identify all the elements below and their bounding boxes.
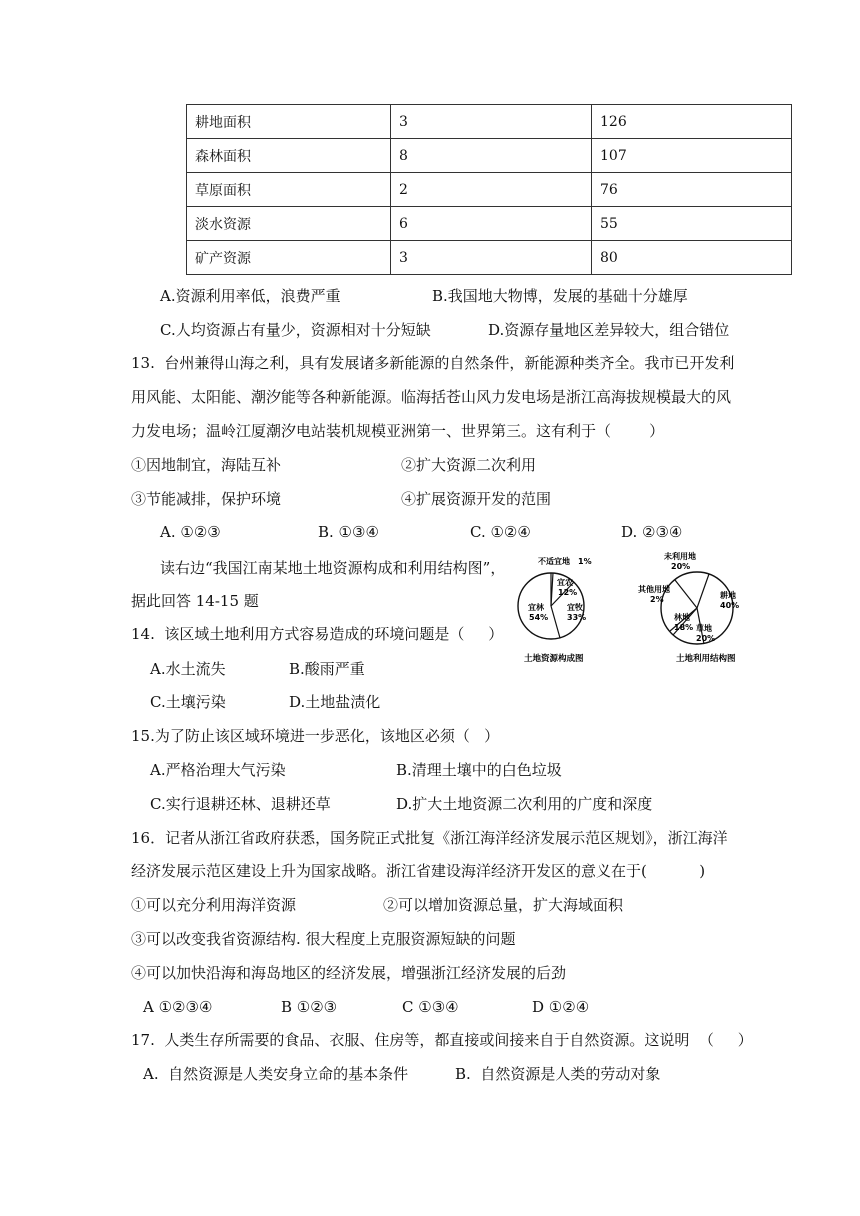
q13-statement-2: ②扩大资源二次利用 — [401, 456, 537, 474]
land-structure-figure — [510, 548, 760, 672]
left-slice-value: 54% — [529, 613, 549, 622]
q14-option-c: C.土壤污染 — [150, 693, 226, 711]
right-slice-label: 未利用地 — [664, 552, 696, 561]
right-slice-value: 20% — [696, 634, 716, 643]
q15-option-d: D.扩大土地资源二次利用的广度和深度 — [396, 795, 653, 813]
table-row — [187, 139, 792, 173]
q13-stem-line: 力发电场；温岭江厦潮汐电站装机规模亚洲第一、世界第三。这有利于（ ） — [131, 422, 665, 440]
right-pie-caption: 土地利用结构图 — [676, 654, 736, 664]
q16-statement-2: ②可以增加资源总量，扩大海域面积 — [383, 896, 624, 914]
q16-statement-3: ③可以改变我省资源结构. 很大程度上克服资源短缺的问题 — [131, 930, 516, 948]
q15-option-a: A.严格治理大气污染 — [150, 761, 286, 779]
table-cell: 淡水资源 — [187, 207, 391, 241]
table-cell: 3 — [391, 105, 592, 139]
q16-statement-1: ①可以充分利用海洋资源 — [131, 896, 297, 914]
table-row — [187, 207, 792, 241]
table-cell: 森林面积 — [187, 139, 391, 173]
left-slice-value: 33% — [567, 613, 587, 622]
table-cell: 55 — [592, 207, 792, 241]
table-cell: 80 — [592, 241, 792, 275]
right-pie-divider — [697, 574, 709, 608]
land-pie-charts — [510, 548, 760, 672]
q16-option-b: B ①②③ — [281, 998, 338, 1016]
resource-table — [186, 104, 792, 275]
left-slice-label: 宜牧 — [567, 603, 583, 612]
q12-option-d: D.资源存量地区差异较大，组合错位 — [488, 321, 730, 339]
left-slice-label: 宜林 — [528, 603, 544, 612]
q16-option-d: D ①②④ — [532, 998, 590, 1016]
right-slice-value: 40% — [720, 601, 740, 610]
q13-option-b: B. ①③④ — [318, 523, 379, 541]
table-cell: 2 — [391, 173, 592, 207]
q16-statement-4: ④可以加快沿海和海岛地区的经济发展，增强浙江经济发展的后劲 — [131, 964, 567, 982]
q15-option-c: C.实行退耕还林、退耕还草 — [150, 795, 331, 813]
table-cell: 草原面积 — [187, 173, 391, 207]
q12-option-b: B.我国地大物博，发展的基础十分雄厚 — [432, 287, 688, 305]
q16-stem-line: 经济发展示范区建设上升为国家战略。浙江省建设海洋经济开发区的意义在于( ) — [131, 862, 706, 880]
q15-stem: 15.为了防止该区域环境进一步恶化，该地区必须（ ） — [131, 727, 500, 745]
right-slice-label: 林地 — [674, 613, 690, 622]
q12-option-a: A.资源利用率低，浪费严重 — [160, 287, 341, 305]
right-slice-label: 其他用地 — [638, 585, 670, 594]
table-row — [187, 241, 792, 275]
q16-option-c: C ①③④ — [402, 998, 459, 1016]
q14-stem: 14. 该区域土地利用方式容易造成的环境问题是（ ） — [131, 625, 504, 643]
q13-option-c: C. ①②④ — [470, 523, 531, 541]
left-pie-caption: 土地资源构成图 — [524, 654, 584, 664]
q16-option-a: A ①②③④ — [143, 998, 213, 1016]
q14-option-a: A.水土流失 — [150, 660, 226, 678]
q12-option-c: C.人均资源占有量少，资源相对十分短缺 — [160, 321, 431, 339]
q13-option-a: A. ①②③ — [160, 523, 221, 541]
right-slice-value: 18% — [674, 623, 694, 632]
q16-stem-line: 16．记者从浙江省政府获悉，国务院正式批复《浙江海洋经济发展示范区规划》，浙江海洋 — [131, 829, 728, 847]
q17-stem: 17. 人类生存所需要的食品、衣服、住房等，都直接或间接来自于自然资源。这说明 （ ） — [131, 1031, 753, 1049]
table-cell: 126 — [592, 105, 792, 139]
left-slice-label: 宜农 — [557, 578, 573, 587]
right-slice-label: 草地 — [696, 624, 712, 633]
table-cell: 6 — [391, 207, 592, 241]
q15-option-b: B.清理土壤中的白色垃圾 — [396, 761, 562, 779]
left-slice-value: 1% — [578, 557, 592, 566]
q13-stem-line: 13. 台州兼得山海之利，具有发展诸多新能源的自然条件，新能源种类齐全。我市已开发利 — [131, 354, 735, 372]
left-pie-divider — [551, 606, 560, 638]
left-slice-value: 12% — [558, 588, 578, 597]
table-row — [187, 105, 792, 139]
q17-option-a: A. 自然资源是人类安身立命的基本条件 — [143, 1065, 409, 1083]
q14-option-d: D.土地盐渍化 — [289, 693, 381, 711]
q17-option-b: B. 自然资源是人类的劳动对象 — [455, 1065, 661, 1083]
right-slice-label: 耕地 — [720, 591, 736, 600]
q13-statement-1: ①因地制宜，海陆互补 — [131, 456, 282, 474]
right-slice-value: 20% — [671, 562, 691, 571]
q13-option-d: D. ②③④ — [621, 523, 683, 541]
q13-statement-3: ③节能减排，保护环境 — [131, 490, 282, 508]
table-cell: 76 — [592, 173, 792, 207]
reading-prompt: 读右边“我国江南某地土地资源构成和利用结构图”， — [160, 559, 506, 577]
table-cell: 3 — [391, 241, 592, 275]
table-cell: 107 — [592, 139, 792, 173]
table-cell: 矿产资源 — [187, 241, 391, 275]
left-slice-label: 不适宜地 — [538, 557, 570, 566]
q14-option-b: B.酸雨严重 — [289, 660, 365, 678]
right-slice-value: 2% — [650, 595, 664, 604]
table-row — [187, 173, 792, 207]
right-pie-divider — [675, 580, 697, 608]
q13-statement-4: ④扩展资源开发的范围 — [401, 490, 552, 508]
reading-prompt: 据此回答 14-15 题 — [131, 592, 259, 610]
table-cell: 耕地面积 — [187, 105, 391, 139]
table-cell: 8 — [391, 139, 592, 173]
q13-stem-line: 用风能、太阳能、潮汐能等各种新能源。临海括苍山风力发电场是浙江高海拔规模最大的风 — [131, 388, 732, 406]
